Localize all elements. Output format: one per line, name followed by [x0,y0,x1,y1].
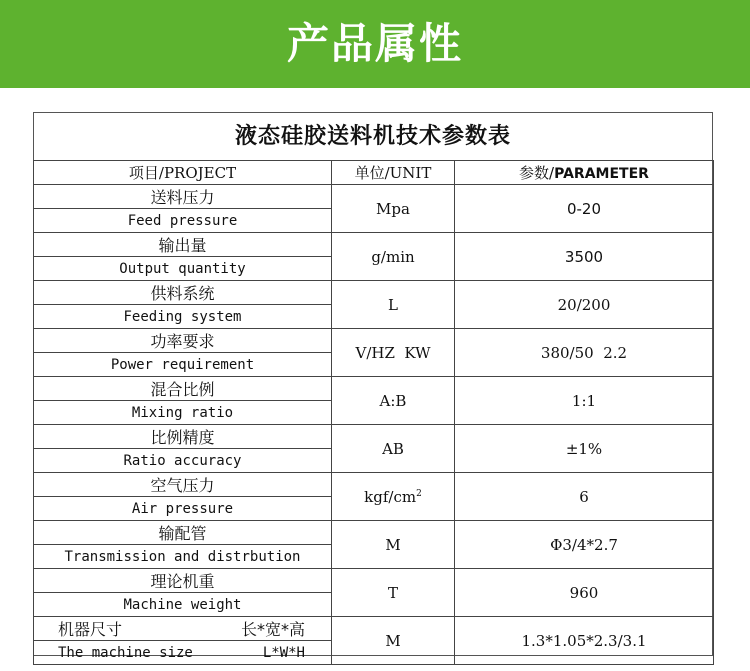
row-name-cn: 输出量 [34,233,332,257]
document-title: 液态硅胶送料机技术参数表 [234,124,511,149]
row-value: 6 [455,473,714,521]
spec-sheet [33,112,713,661]
table-header-row [34,161,714,185]
table-row [34,329,714,353]
spec-table [33,160,714,665]
table-row [34,617,714,641]
table-row [34,473,714,497]
row-name-cn: 空气压力 [34,473,332,497]
row-unit: M [332,521,455,569]
row-value: 380/50 2.2 [455,329,714,377]
row-value: 0-20 [455,185,714,233]
header-item: 项目/PROJECT [34,161,332,185]
table-row [34,521,714,545]
table-row [34,233,714,257]
table-row [34,185,714,209]
row-value: 960 [455,569,714,617]
row-value: 20/200 [455,281,714,329]
row-name-en: Air pressure [34,497,332,521]
header-parameter-cn: 参数/ [519,164,555,182]
row-name-en: Output quantity [34,257,332,281]
row-unit: V/HZ KW [332,329,455,377]
row-name-cn: 混合比例 [34,377,332,401]
row-value: 1.3*1.05*2.3/3.1 [455,617,714,665]
row-unit: T [332,569,455,617]
header-parameter [455,161,714,185]
row-name-cn: 功率要求 [34,329,332,353]
row-name-en: Transmission and distrbution [34,545,332,569]
row-name-cn-part: 机器尺寸 [58,620,123,639]
header-unit: 单位/UNIT [332,161,455,185]
row-name-en: Feed pressure [34,209,332,233]
row-name-en: Mixing ratio [34,401,332,425]
row-name-cn: 送料压力 [34,185,332,209]
row-unit: Mpa [332,185,455,233]
row-unit: M [332,617,455,665]
row-unit-superscript: 2 [416,488,422,499]
table-row [34,281,714,305]
row-value: 1:1 [455,377,714,425]
row-name-en: Feeding system [34,305,332,329]
row-name-en: Ratio accuracy [34,449,332,473]
row-unit: L [332,281,455,329]
row-name-cn: 输配管 [34,521,332,545]
row-unit: g/min [332,233,455,281]
row-name-cn: 理论机重 [34,569,332,593]
banner-title: 产品属性 [286,19,463,68]
row-unit: AB [332,425,455,473]
row-unit [332,473,455,521]
row-name-en: Machine weight [34,593,332,617]
row-name-cn [34,617,332,641]
row-name-cn-dimensions: 长*宽*高 [240,620,305,639]
row-value: ±1% [455,425,714,473]
row-name-en-part: The machine size [58,644,193,661]
row-name-cn: 供料系统 [34,281,332,305]
row-value: 3500 [455,233,714,281]
row-value: Φ3/4*2.7 [455,521,714,569]
row-name-cn: 比例精度 [34,425,332,449]
row-name-en-dimensions: L*W*H [262,644,305,661]
header-parameter-en: PARAMETER [554,166,649,182]
table-row [34,425,714,449]
row-unit-text: kgf/cm [364,487,417,506]
row-name-en: Power requirement [34,353,332,377]
table-row [34,569,714,593]
table-row [34,377,714,401]
row-unit: A:B [332,377,455,425]
row-name-en [34,641,332,665]
